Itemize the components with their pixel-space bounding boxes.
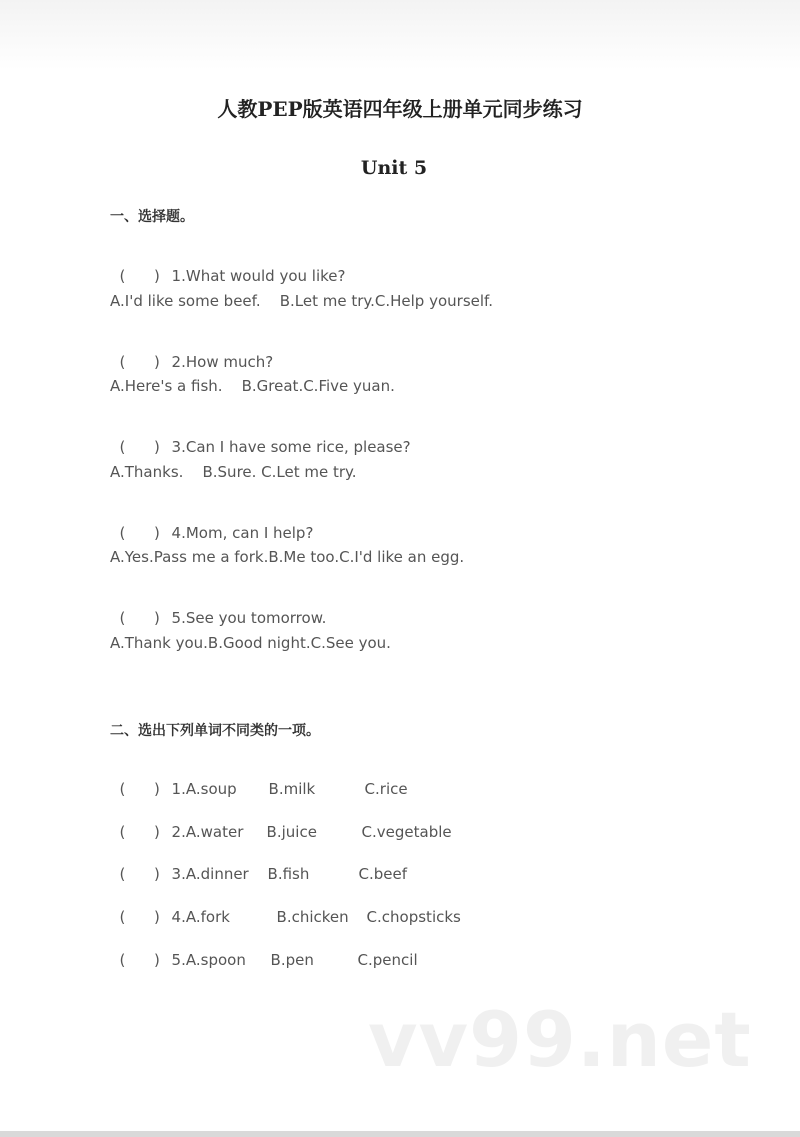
page-bottom-edge	[0, 1131, 800, 1137]
option-b: B.chicken	[276, 908, 349, 926]
options-line: A.Here's a fish. B.Great.C.Five yuan.	[110, 377, 395, 395]
options-line: A.Yes.Pass me a fork.B.Me too.C.I'd like an egg.	[110, 548, 465, 566]
word-group-line	[110, 805, 452, 841]
worksheet-title: 人教PEP版英语四年级上册单元同步练习	[217, 97, 583, 121]
word-group-line	[110, 847, 407, 883]
question-line	[110, 420, 411, 456]
question-line	[110, 249, 345, 285]
option-a: 4.A.fork	[171, 908, 230, 926]
question-text: 5.See you tomorrow.	[171, 609, 327, 627]
answer-blank: ( )	[119, 609, 160, 627]
question-text: 1.What would you like?	[171, 267, 346, 285]
option-b: B.milk	[268, 780, 316, 798]
question-line	[110, 506, 313, 542]
question-text: 4.Mom, can I help?	[171, 524, 314, 542]
options-line: A.Thank you.B.Good night.C.See you.	[110, 634, 391, 652]
option-a: 2.A.water	[171, 823, 244, 841]
option-c: C.pencil	[357, 951, 418, 969]
option-b: B.juice	[266, 823, 317, 841]
question-line	[110, 591, 326, 627]
option-c: C.beef	[358, 865, 408, 883]
option-b: B.fish	[267, 865, 310, 883]
answer-blank: ( )	[119, 438, 160, 456]
answer-blank: ( )	[119, 353, 160, 371]
option-a: 5.A.spoon	[171, 951, 246, 969]
options-line: A.Thanks. B.Sure. C.Let me try.	[110, 463, 357, 481]
answer-blank: ( )	[119, 524, 160, 542]
section1-heading: 一、选择题。	[110, 209, 194, 225]
options-line: A.I'd like some beef. B.Let me try.C.Help yourself.	[110, 292, 493, 310]
option-b: B.pen	[270, 951, 314, 969]
option-a: 3.A.dinner	[171, 865, 249, 883]
answer-blank: ( )	[119, 823, 160, 841]
answer-blank: ( )	[119, 780, 160, 798]
option-a: 1.A.soup	[171, 780, 237, 798]
question-line	[110, 335, 273, 371]
answer-blank: ( )	[119, 908, 160, 926]
answer-blank: ( )	[119, 267, 160, 285]
option-c: C.vegetable	[361, 823, 452, 841]
page-top-shadow	[0, 0, 800, 70]
word-group-line	[110, 890, 461, 926]
answer-blank: ( )	[119, 865, 160, 883]
option-c: C.rice	[364, 780, 408, 798]
word-group-line	[110, 933, 418, 969]
unit-heading: Unit 5	[360, 157, 428, 179]
word-group-line	[110, 762, 408, 798]
watermark: vv99.net	[368, 995, 752, 1084]
question-text: 2.How much?	[171, 353, 274, 371]
answer-blank: ( )	[119, 951, 160, 969]
question-text: 3.Can I have some rice, please?	[171, 438, 411, 456]
option-c: C.chopsticks	[366, 908, 461, 926]
section2-heading: 二、选出下列单词不同类的一项。	[110, 723, 320, 739]
